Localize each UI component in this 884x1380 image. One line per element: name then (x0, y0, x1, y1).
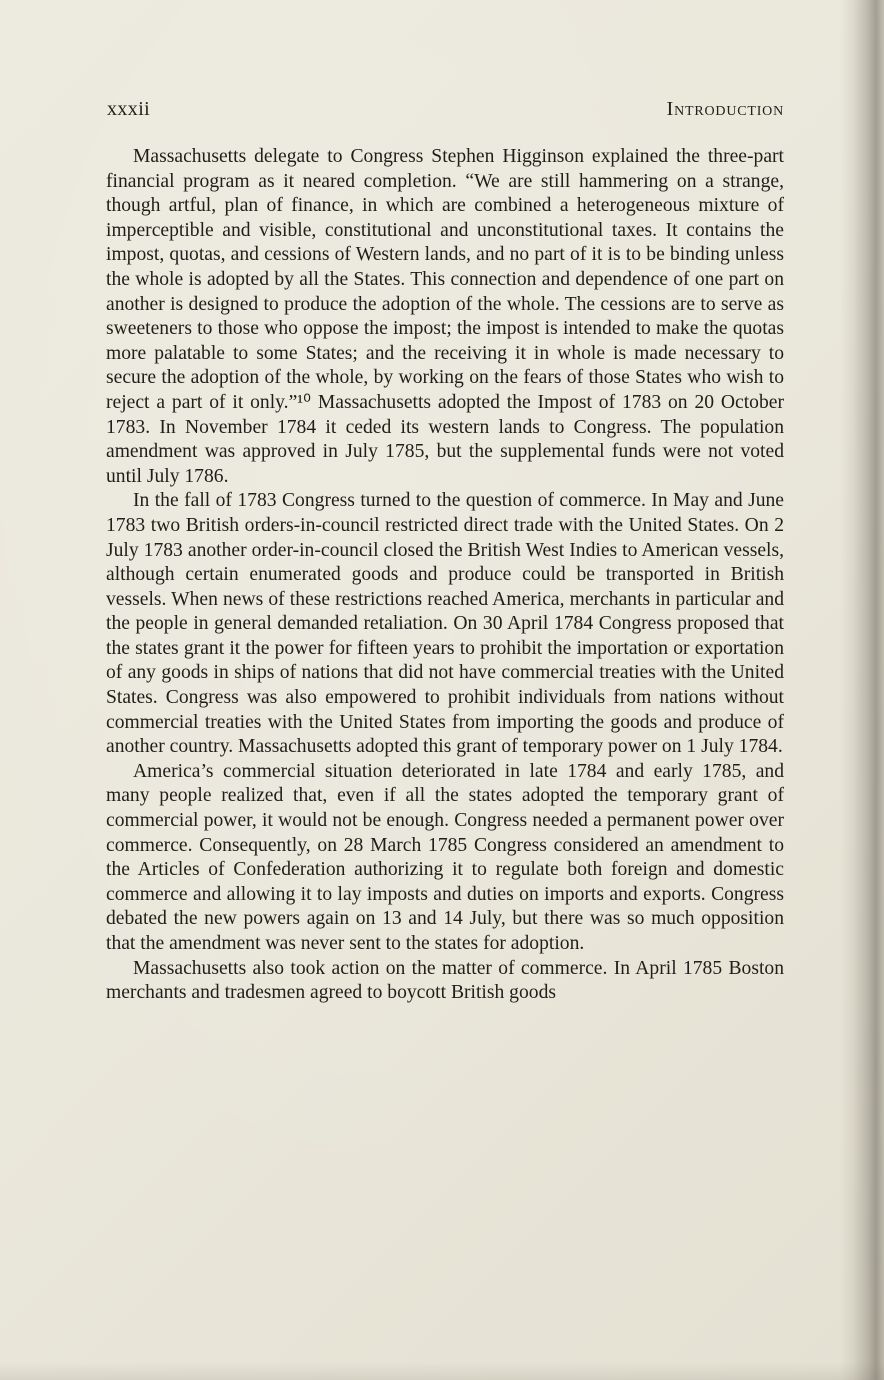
page-body (106, 145, 784, 1006)
page-bottom-shadow (0, 1362, 884, 1380)
page-edge-shadow (840, 0, 884, 1380)
paragraph-massachusetts-boycott: Massachusetts also took action on the matter of commerce. In April 1785 Boston merchants and tradesmen agreed to boycott British goods (106, 957, 784, 1004)
page-header (107, 98, 784, 121)
paragraph-commercial-situation: America’s commercial situation deteriorated in late 1784 and early 1785, and many people realized that, even if all the states adopted the temporary grant of commercial power, it would not be enough. Congress needed a permanent power over commerce. Consequently, on 28 March 1785 Congress considered an amendment to the Articles of Confederation authorizing it to regulate both foreign and domestic commerce and allowing it to lay imposts and duties on imports and exports. Congress debated the new powers again on 13 and 14 July, but there was so much opposition that the amendment was never sent to the states for adoption. (106, 760, 784, 954)
running-title: Introduction (666, 98, 784, 120)
paragraph-financial-program: Massachusetts delegate to Congress Stephen Higginson explained the three-part financial program as it neared completion. “We are still hammering on a strange, though artful, plan of finance, in which are combined a heterogeneous mixture of imperceptible and visible, constitutional and unconstitutional taxes. It contains the impost, quotas, and cessions of Western lands, and no part of it is to be binding unless the whole is adopted by all the States. This connection and dependence of one part on another is designed to produce the adoption of the whole. The cessions are to serve as sweeteners to those who oppose the impost; the impost is intended to make the quotas more palatable to some States; and the receiving it in whole is made necessary to secure the adoption of the whole, by working on the fears of those States who wish to reject a part of it only.”¹⁰ Massachusetts adopted the Impost of 1783 on 20 October 1783. In November 1784 it ceded its western lands to Congress. The population amendment was approved in July 1785, but the supplemental funds were not voted until July 1786. (106, 146, 784, 487)
page-number: xxxii (107, 98, 151, 120)
paragraph-commerce-1783: In the fall of 1783 Congress turned to the question of commerce. In May and June 1783 two British orders-in-council restricted direct trade with the United States. On 2 July 1783 another order-in-council closed the British West Indies to American vessels, although certain enumerated goods and produce could be transported in British vessels. When news of these restrictions reached America, merchants in particular and the people in general demanded retaliation. On 30 April 1784 Congress proposed that the states grant it the power for fifteen years to prohibit the importation or exportation of any goods in ships of nations that did not have commercial treaties with the United States. Congress was also empowered to prohibit individuals from nations without commercial treaties with the United States from importing the goods and produce of another country. Massachusetts adopted this grant of temporary power on 1 July 1784. (106, 490, 784, 758)
